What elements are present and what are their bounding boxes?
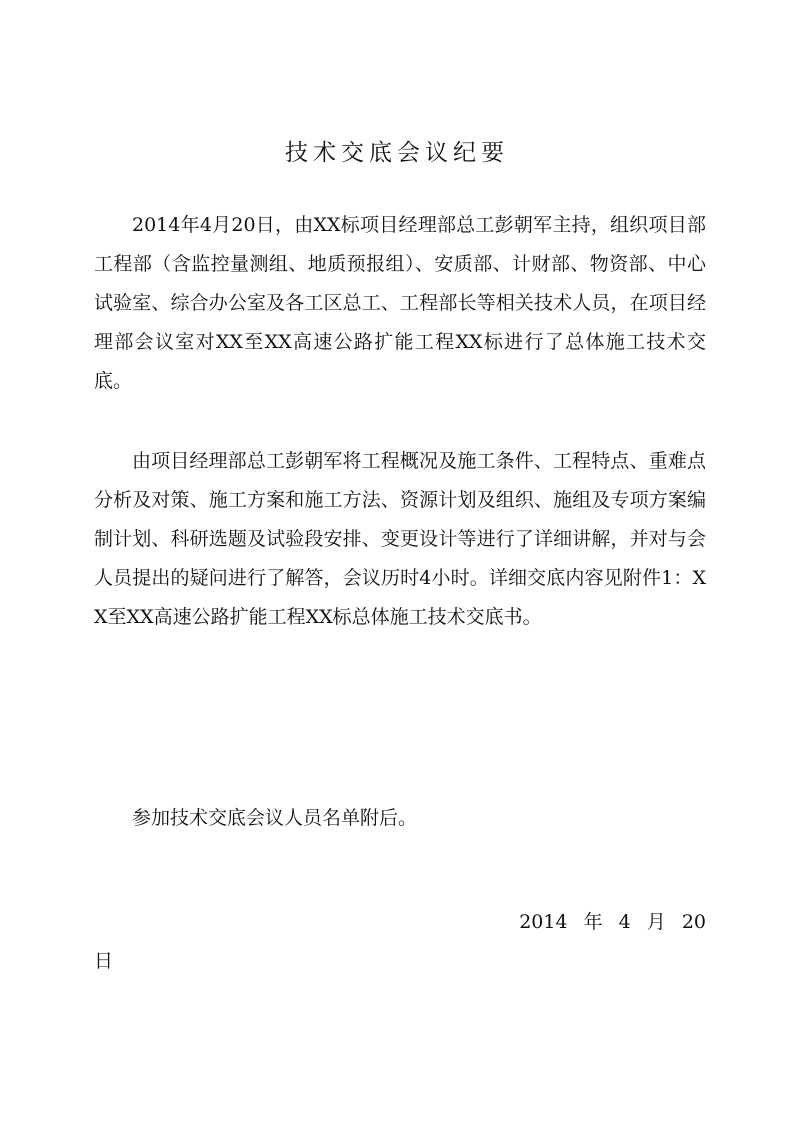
date-line-1: 2014 年 4 月 20 <box>519 911 706 933</box>
paragraph-meeting-summary <box>94 206 706 401</box>
date-line-2: 日 <box>94 950 114 972</box>
document-title: 技术交底会议纪要 <box>285 140 509 166</box>
paragraph-1-text: 2014年4月20日，由XX标项目经理部总工彭朝军主持，组织项目部工程部（含监控量测组、地质预报组）、安质部、计财部、物资部、中心试验室、综合办公室及各工区总工、工程部长等相关技术人员，在项目经理部会议室对XX至XX高速公路扩能工程XX标进行了总体施工技术交底。 <box>94 214 706 392</box>
paragraph-3-text: 参加技术交底会议人员名单附后。 <box>132 807 418 829</box>
paragraph-attendee-list-note <box>94 799 706 838</box>
paragraph-briefing-content <box>94 442 706 637</box>
paragraph-2-text: 由项目经理部总工彭朝军将工程概况及施工条件、工程特点、重难点分析及对策、施工方案和施工方法、资源计划及组织、施组及专项方案编制计划、科研选题及试验段安排、变更设计等进行了详细讲解，并对与会人员提出的疑问进行了解答，会议历时4小时。详细交底内容见附件1：XX至XX高速公路扩能工程XX标总体施工技术交底书。 <box>94 450 706 628</box>
document-date <box>94 903 706 981</box>
